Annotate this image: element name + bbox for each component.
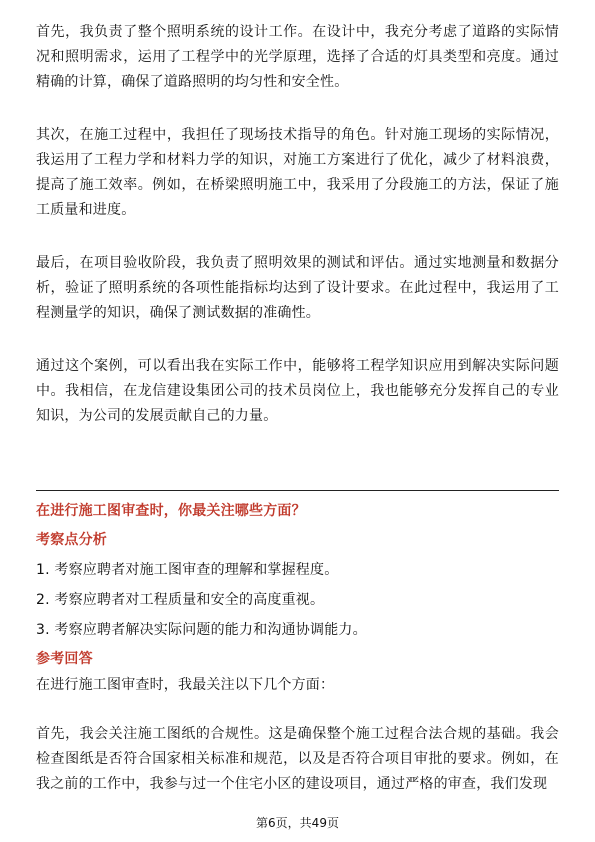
analysis-item: 1. 考察应聘者对施工图审查的理解和掌握程度。: [36, 562, 339, 578]
paragraph-acceptance: 最后，在项目验收阶段，我负责了照明效果的测试和评估。通过实地测量和数据分析，验证了照明系统的各项性能指标均达到了设计要求。在此过程中，我运用了工程测量学的知识，确保了测试数据的准确性。: [36, 255, 559, 321]
page-number: 第6页，共49页: [256, 816, 339, 830]
section-divider: [36, 490, 559, 491]
answer-body: 首先，我会关注施工图纸的合规性。这是确保整个施工过程合法合规的基础。我会检查图纸是否符合国家相关标准和规范，以及是否符合项目审批的要求。例如，在我之前的工作中，我参与过一个住宅小区的建设项目，通过严格的审查，我们发现: [36, 726, 559, 792]
paragraph-conclusion: 通过这个案例，可以看出我在实际工作中，能够将工程学知识应用到解决实际问题中。我相信，在龙信建设集团公司的技术员岗位上，我也能够充分发挥自己的专业知识，为公司的发展贡献自己的力量。: [36, 358, 559, 424]
paragraph-design: 首先，我负责了整个照明系统的设计工作。在设计中，我充分考虑了道路的实际情况和照明需求，运用了工程学中的光学原理，选择了合适的灯具类型和亮度。通过精确的计算，确保了道路照明的均匀性和安全性。: [36, 24, 559, 90]
analysis-item: 3. 考察应聘者解决实际问题的能力和沟通协调能力。: [36, 622, 367, 638]
question-heading: 在进行施工图审查时，你最关注哪些方面？: [36, 503, 306, 519]
analysis-item: 2. 考察应聘者对工程质量和安全的高度重视。: [36, 592, 325, 608]
answer-section: [36, 648, 559, 797]
paragraph-construction: 其次，在施工过程中，我担任了现场技术指导的角色。针对施工现场的实际情况，我运用了工程力学和材料力学的知识，对施工方案进行了优化，减少了材料浪费，提高了施工效率。例如，在桥梁照明施工中，我采用了分段施工的方法，保证了施工质量和进度。: [36, 127, 559, 218]
analysis-section: [36, 529, 559, 641]
answer-continuation: [36, 20, 559, 429]
answer-label: 参考回答: [36, 651, 93, 667]
analysis-label: 考察点分析: [36, 532, 107, 548]
answer-intro: 在进行施工图审查时，我最关注以下几个方面：: [36, 677, 335, 693]
